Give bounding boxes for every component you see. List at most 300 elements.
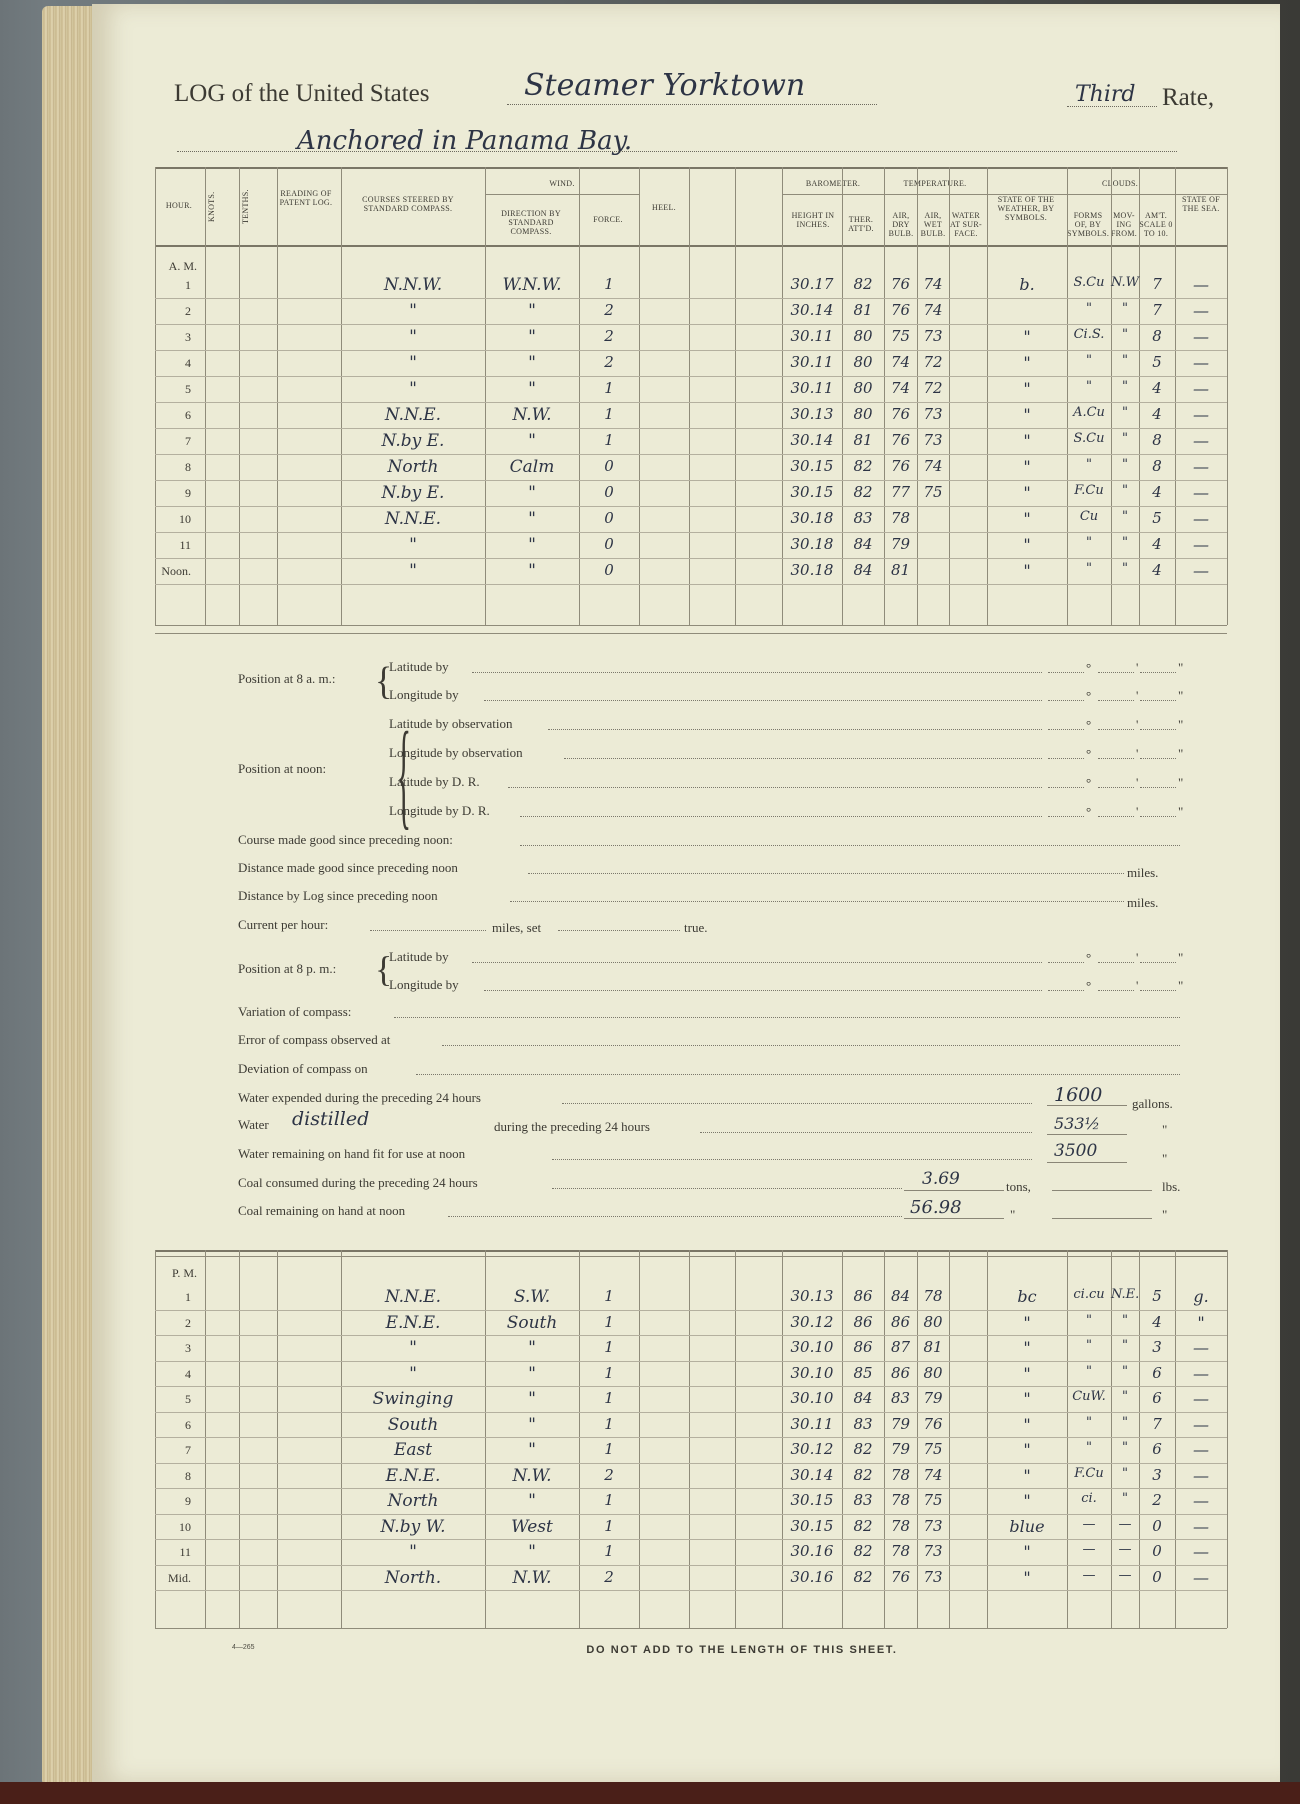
am-cell-cloud-amt: 7 — [1152, 275, 1162, 293]
am-cell-course: " — [409, 379, 417, 399]
pm-cell-cloud-amt: 2 — [1152, 1491, 1162, 1509]
pm-cell-baro: 30.16 — [790, 1567, 834, 1586]
am-cell-force: 1 — [604, 275, 614, 293]
pm-row-hour: 4 — [185, 1366, 191, 1381]
log-title: LOG of the United States — [174, 80, 430, 107]
pm-cell-wind-dir: " — [528, 1389, 536, 1409]
am-cell-baro: 30.11 — [790, 327, 834, 345]
pm-cell-dry: 86 — [890, 1363, 911, 1382]
coordinate-sec-mark: " — [1178, 775, 1184, 790]
pm-cell-ther: 83 — [853, 1414, 873, 1433]
pm-cell-course: North. — [384, 1567, 442, 1588]
coordinate-sec-mark: " — [1178, 978, 1184, 993]
pm-cell-sea: — — [1193, 1542, 1209, 1561]
error-label: Error of compass observed at — [238, 1032, 391, 1047]
am-cell-cloud-form: A.Cu — [1073, 405, 1105, 420]
am-cell-dry: 76 — [890, 457, 911, 475]
pm-cell-wind-dir: " — [528, 1363, 536, 1384]
coal-remaining-label: Coal remaining on hand at noon — [238, 1203, 406, 1218]
variation-label: Variation of compass: — [238, 1004, 352, 1019]
pm-row-hour: 1 — [185, 1290, 191, 1304]
pm-cell-wind-dir: " — [528, 1491, 536, 1511]
am-cell-cloud-form: " — [1086, 561, 1092, 576]
pm-cell-cloud-from: " — [1122, 1414, 1128, 1430]
log-sheet — [92, 4, 1280, 1782]
lon-dr-label: Longitude by D. R. — [389, 803, 490, 818]
am-cell-dry: 76 — [890, 405, 911, 423]
pm-cell-cloud-amt: 5 — [1152, 1287, 1162, 1305]
pm-cell-baro: 30.10 — [790, 1363, 834, 1382]
pm-cell-course: N.by W. — [380, 1516, 446, 1537]
am-cell-wind-dir: " — [528, 353, 536, 373]
pm-cell-ther: 84 — [853, 1389, 873, 1407]
coordinate-deg-mark: ° — [1086, 804, 1092, 819]
am-cell-cloud-from: " — [1122, 509, 1128, 524]
coordinate-deg-mark: ° — [1086, 950, 1092, 965]
pm-cell-cloud-amt: 6 — [1152, 1440, 1162, 1458]
am-row-hour: 2 — [185, 304, 191, 318]
pm-cell-course: South — [387, 1414, 439, 1435]
coal-consumed-value: 3.69 — [922, 1169, 960, 1189]
am-cell-weather: " — [1023, 327, 1031, 346]
am-cell-cloud-form: " — [1086, 535, 1092, 550]
pm-cell-ther: 86 — [853, 1312, 873, 1331]
am-cell-dry: 74 — [890, 379, 911, 397]
am-cell-sea: — — [1193, 275, 1209, 294]
deviation-label: Deviation of compass on — [238, 1061, 368, 1076]
pm-cell-cloud-amt: 6 — [1152, 1363, 1162, 1382]
pm-cell-cloud-amt: 3 — [1152, 1465, 1162, 1484]
pm-cell-weather: " — [1023, 1465, 1031, 1485]
am-row-hour: 8 — [185, 460, 191, 474]
pm-cell-baro: 30.11 — [790, 1414, 834, 1433]
pm-cell-ther: 82 — [853, 1465, 873, 1484]
pm-cell-cloud-form: " — [1086, 1414, 1092, 1430]
am-cell-dry: 77 — [890, 483, 911, 501]
am-cell-force: 2 — [604, 327, 614, 345]
pm-cell-wet: 76 — [923, 1414, 943, 1433]
am-row-hour: 6 — [185, 408, 191, 422]
pm-cell-weather: " — [1023, 1338, 1031, 1357]
pm-cell-cloud-form: — — [1082, 1516, 1096, 1532]
am-cell-dry: 74 — [890, 353, 911, 371]
pos-8am-label: Position at 8 a. m.: — [238, 671, 336, 686]
am-cell-force: 0 — [604, 483, 614, 501]
am-cell-weather: " — [1023, 353, 1031, 372]
pm-cell-course: North — [387, 1491, 439, 1511]
pm-cell-force: 1 — [604, 1363, 614, 1382]
distance-by-log-label: Distance by Log since preceding noon — [238, 888, 438, 903]
pm-cell-force: 1 — [604, 1287, 614, 1305]
coal-consumed-tons: tons, — [1006, 1179, 1031, 1194]
pm-cell-wind-dir: South — [506, 1312, 558, 1333]
col-sea: STATE OF THE SEA. — [1182, 195, 1220, 213]
coordinate-min-mark: ' — [1136, 978, 1139, 993]
am-cell-force: 0 — [604, 457, 614, 475]
am-cell-ther: 81 — [853, 301, 873, 319]
am-cell-course: " — [409, 561, 417, 581]
am-cell-sea: — — [1193, 431, 1209, 450]
am-cell-course: N.N.W. — [383, 275, 443, 295]
am-cell-weather: " — [1023, 535, 1031, 554]
pm-cell-cloud-from: — — [1118, 1567, 1132, 1583]
am-cell-cloud-amt: 4 — [1152, 379, 1162, 397]
am-cell-wet: 72 — [923, 379, 943, 397]
pm-cell-cloud-form: " — [1086, 1440, 1092, 1455]
am-cell-cloud-form: " — [1086, 379, 1092, 394]
coordinate-min-mark: ' — [1136, 775, 1139, 790]
pm-cell-wet: 79 — [923, 1389, 943, 1407]
pm-row-hour: Mid. — [167, 1570, 191, 1585]
am-cell-weather: " — [1023, 561, 1031, 580]
pm-cell-wet: 80 — [923, 1363, 943, 1382]
pm-row-hour: 6 — [185, 1417, 191, 1432]
pm-row-hour: 11 — [179, 1545, 191, 1559]
am-row-hour: 11 — [179, 538, 191, 552]
am-cell-dry: 76 — [890, 275, 911, 293]
pm-cell-cloud-from: " — [1122, 1491, 1128, 1506]
distance-made-good-miles: miles. — [1127, 865, 1159, 880]
am-cell-cloud-form: S.Cu — [1073, 275, 1105, 290]
rate-value: Third — [1075, 82, 1136, 107]
pm-cell-dry: 83 — [890, 1389, 911, 1407]
am-cell-course: N.by E. — [381, 431, 445, 451]
pm-cell-baro: 30.16 — [790, 1542, 834, 1560]
pm-cell-force: 1 — [604, 1516, 614, 1535]
pm-cell-weather: " — [1023, 1363, 1031, 1383]
pm-cell-force: 1 — [604, 1542, 614, 1560]
am-cell-cloud-form: Cu — [1079, 509, 1099, 524]
brace: { — [375, 659, 393, 703]
course-made-good-label: Course made good since preceding noon: — [238, 832, 453, 847]
col-wind-force: FORCE. — [593, 215, 623, 224]
pm-cell-force: 1 — [604, 1338, 614, 1356]
ditto-mark: " — [1162, 1151, 1168, 1166]
coordinate-deg-mark: ° — [1086, 978, 1092, 993]
pm-cell-course: East — [393, 1440, 433, 1460]
am-cell-ther: 80 — [853, 405, 873, 423]
pm-cell-sea: — — [1193, 1465, 1209, 1485]
am-cell-dry: 79 — [890, 535, 911, 553]
col-air-dry: AIR, DRY BULB. — [888, 211, 914, 238]
am-cell-cloud-form: " — [1086, 301, 1092, 316]
coordinate-deg-mark: ° — [1086, 746, 1092, 761]
pm-cell-weather: " — [1023, 1491, 1031, 1510]
am-cell-baro: 30.11 — [790, 379, 834, 397]
brace-noon: { — [396, 707, 412, 840]
pm-cell-ther: 86 — [853, 1287, 873, 1305]
pm-cell-wet: 73 — [923, 1516, 943, 1535]
pm-row-hour: 9 — [185, 1494, 191, 1508]
am-cell-cloud-form: " — [1086, 353, 1092, 368]
am-cell-sea: — — [1193, 561, 1209, 580]
pm-cell-dry: 86 — [890, 1312, 911, 1331]
am-row-hour: Noon. — [161, 564, 191, 578]
am-cell-baro: 30.18 — [790, 509, 834, 527]
pm-log-table — [155, 1250, 1227, 1628]
coordinate-deg-mark: ° — [1086, 660, 1092, 675]
col-knots: KNOTS. — [207, 191, 216, 223]
lon-8am-label: Longitude by — [389, 687, 459, 702]
am-cell-course: N.by E. — [381, 483, 445, 503]
water-expended-gallons: gallons. — [1132, 1096, 1173, 1111]
pm-cell-course: E.N.E. — [385, 1312, 441, 1333]
water-expended-label: Water expended during the preceding 24 hours — [238, 1090, 481, 1105]
distance-made-good-label: Distance made good since preceding noon — [238, 860, 458, 875]
am-row-hour: 9 — [185, 486, 191, 500]
am-cell-cloud-form: F.Cu — [1074, 483, 1104, 498]
col-air-wet: AIR, WET BULB. — [920, 211, 946, 238]
am-cell-cloud-from: " — [1122, 457, 1128, 472]
am-cell-cloud-amt: 4 — [1152, 483, 1162, 501]
pm-cell-wind-dir: " — [528, 1440, 536, 1460]
pm-cell-cloud-from: — — [1118, 1516, 1132, 1532]
am-row-hour: 10 — [179, 512, 191, 526]
pm-cell-dry: 78 — [890, 1465, 911, 1484]
pm-cell-course: " — [409, 1363, 417, 1384]
am-cell-wet: 73 — [923, 405, 943, 423]
pm-cell-cloud-form: ci.cu — [1073, 1287, 1105, 1302]
am-cell-dry: 76 — [890, 431, 911, 449]
pm-cell-baro: 30.15 — [790, 1491, 834, 1509]
pm-cell-dry: 87 — [890, 1338, 911, 1356]
am-cell-baro: 30.14 — [790, 431, 834, 449]
pm-cell-cloud-amt: 0 — [1152, 1542, 1162, 1560]
am-cell-force: 1 — [604, 379, 614, 397]
am-cell-wet: 73 — [923, 431, 943, 449]
pm-cell-wind-dir: N.W. — [512, 1567, 552, 1588]
pm-cell-cloud-form: F.Cu — [1074, 1465, 1104, 1481]
water-distilled-value: 533½ — [1054, 1114, 1101, 1133]
coordinate-min-mark: ' — [1136, 746, 1139, 761]
pm-cell-dry: 78 — [890, 1491, 911, 1509]
coordinate-sec-mark: " — [1178, 746, 1184, 761]
pm-cell-cloud-from: " — [1122, 1312, 1128, 1328]
col-wind-direction: DIRECTION BY STANDARD COMPASS. — [501, 209, 561, 236]
pm-cell-sea: — — [1193, 1363, 1209, 1383]
am-cell-wet: 72 — [923, 353, 943, 371]
am-cell-cloud-amt: 4 — [1152, 535, 1162, 553]
coal-consumed-label: Coal consumed during the preceding 24 hours — [238, 1175, 478, 1190]
pm-cell-wind-dir: West — [511, 1516, 553, 1537]
am-cell-course: " — [409, 301, 417, 321]
pm-cell-wind-dir: S.W. — [513, 1287, 551, 1307]
am-cell-dry: 78 — [890, 509, 911, 527]
col-clouds-moving: MOV-ING FROM. — [1110, 211, 1138, 238]
col-temperature: TEMPERATURE. — [903, 179, 967, 188]
am-cell-cloud-from: N.W — [1111, 275, 1140, 290]
pm-label: P. M. — [171, 1266, 197, 1280]
am-cell-course: " — [409, 535, 417, 555]
am-cell-cloud-form: S.Cu — [1073, 431, 1105, 446]
am-cell-force: 1 — [604, 405, 614, 423]
pm-cell-wet: 73 — [923, 1542, 943, 1560]
pm-cell-weather: bc — [1017, 1287, 1037, 1306]
pm-cell-dry: 78 — [890, 1516, 911, 1535]
coordinate-sec-mark: " — [1178, 660, 1184, 675]
am-cell-cloud-from: " — [1122, 405, 1128, 420]
pm-cell-ther: 85 — [853, 1363, 873, 1382]
am-cell-force: 0 — [604, 561, 614, 579]
rate-line — [1067, 106, 1157, 107]
current-per-hour-label: Current per hour: — [238, 917, 329, 932]
water-distilled-prefix: Water — [238, 1117, 269, 1132]
am-cell-wind-dir: " — [528, 509, 536, 529]
pm-cell-course: N.N.E. — [384, 1287, 442, 1307]
lat-8am-label: Latitude by — [389, 659, 449, 674]
pm-cell-sea: — — [1193, 1567, 1209, 1587]
am-cell-ther: 83 — [853, 509, 873, 527]
pm-cell-wet: 75 — [923, 1491, 943, 1509]
am-cell-cloud-form: " — [1086, 457, 1092, 472]
am-cell-wind-dir: " — [528, 561, 536, 581]
pm-cell-dry: 84 — [890, 1287, 911, 1305]
am-cell-baro: 30.18 — [790, 535, 834, 553]
am-row-hour: 7 — [185, 434, 191, 448]
col-hour: HOUR. — [165, 201, 193, 210]
coordinate-min-mark: ' — [1136, 688, 1139, 703]
col-barometer: BAROMETER. — [805, 179, 861, 188]
am-cell-cloud-from: " — [1122, 301, 1128, 316]
am-cell-weather: " — [1023, 483, 1031, 502]
am-cell-cloud-amt: 5 — [1152, 509, 1162, 527]
pm-cell-wet: 81 — [923, 1338, 943, 1356]
pm-cell-baro: 30.14 — [790, 1465, 834, 1484]
pm-cell-sea: — — [1193, 1389, 1209, 1408]
water-expended-value: 1600 — [1054, 1084, 1103, 1106]
pm-cell-wet: 80 — [923, 1312, 943, 1331]
pm-cell-dry: 79 — [890, 1440, 911, 1458]
pm-cell-wet: 74 — [923, 1465, 943, 1484]
col-tenths: TENTHS. — [241, 189, 250, 225]
ditto-mark: " — [1162, 1122, 1168, 1137]
col-patent-log: READING OF PATENT LOG. — [279, 189, 333, 207]
pos-8pm-label: Position at 8 p. m.: — [238, 961, 337, 976]
pm-cell-course: Swinging — [372, 1389, 454, 1409]
am-cell-wet: 74 — [923, 301, 943, 319]
am-cell-force: 2 — [604, 301, 614, 319]
pm-cell-wind-dir: N.W. — [512, 1465, 552, 1486]
pm-cell-baro: 30.12 — [790, 1440, 834, 1458]
pm-cell-cloud-from: " — [1122, 1465, 1128, 1481]
pm-cell-cloud-form: ci. — [1081, 1491, 1097, 1506]
pm-row-hour: 5 — [185, 1392, 191, 1406]
am-row-hour: 3 — [185, 330, 191, 344]
am-cell-wet: 73 — [923, 327, 943, 345]
col-baro-ther: THER. ATT'D. — [848, 215, 874, 233]
pm-cell-cloud-from: N.E. — [1111, 1287, 1140, 1302]
col-clouds-forms: FORMS OF, BY SYMBOLS. — [1067, 211, 1110, 238]
pm-cell-weather: " — [1023, 1542, 1031, 1561]
coordinate-sec-mark: " — [1178, 950, 1184, 965]
footer-note: DO NOT ADD TO THE LENGTH OF THIS SHEET. — [586, 1644, 898, 1656]
current-true: true. — [684, 920, 708, 935]
am-cell-cloud-from: " — [1122, 379, 1128, 394]
location-entry: Anchored in Panama Bay. — [297, 126, 633, 156]
coordinate-min-mark: ' — [1136, 804, 1139, 819]
pm-cell-weather: blue — [1009, 1516, 1045, 1536]
am-log-table — [155, 167, 1227, 633]
am-cell-cloud-from: " — [1122, 353, 1128, 368]
am-cell-wind-dir: " — [528, 379, 536, 399]
pm-cell-weather: " — [1023, 1440, 1031, 1459]
am-cell-cloud-from: " — [1122, 327, 1128, 342]
pm-cell-dry: 79 — [890, 1414, 911, 1433]
pm-cell-cloud-form: — — [1082, 1542, 1096, 1557]
pm-cell-sea: — — [1193, 1516, 1209, 1536]
am-cell-course: N.N.E. — [384, 405, 442, 425]
pm-cell-cloud-amt: 6 — [1152, 1389, 1162, 1407]
pm-cell-force: 2 — [604, 1567, 614, 1586]
am-cell-baro: 30.15 — [790, 457, 834, 475]
am-cell-wet: 74 — [923, 275, 943, 293]
book-cover-edge — [0, 1782, 1300, 1804]
col-wind: WIND. — [549, 179, 575, 188]
col-baro-height: HEIGHT IN INCHES. — [791, 211, 835, 229]
am-cell-baro: 30.13 — [790, 405, 834, 423]
am-label: A. M. — [168, 259, 197, 273]
am-cell-force: 0 — [604, 535, 614, 553]
am-cell-force: 0 — [604, 509, 614, 527]
am-cell-cloud-from: " — [1122, 483, 1128, 498]
am-cell-wind-dir: " — [528, 483, 536, 503]
am-cell-weather: " — [1023, 509, 1031, 528]
pm-cell-baro: 30.10 — [790, 1389, 834, 1407]
pm-cell-cloud-amt: 0 — [1152, 1516, 1162, 1535]
am-row-hour: 4 — [185, 356, 191, 370]
pm-cell-cloud-from: " — [1122, 1338, 1128, 1353]
pm-cell-cloud-form: " — [1086, 1363, 1092, 1379]
pm-cell-course: " — [409, 1542, 417, 1562]
am-cell-ther: 80 — [853, 353, 873, 371]
am-cell-weather: " — [1023, 405, 1031, 424]
am-cell-cloud-from: " — [1122, 535, 1128, 550]
coordinate-min-mark: ' — [1136, 950, 1139, 965]
pm-cell-wet: 73 — [923, 1567, 943, 1586]
pm-cell-ther: 86 — [853, 1338, 873, 1356]
pm-cell-force: 1 — [604, 1389, 614, 1407]
lat-obs-label: Latitude by observation — [389, 716, 513, 731]
pm-cell-wet: 78 — [923, 1287, 943, 1305]
am-cell-course: " — [409, 327, 417, 347]
pm-cell-ther: 82 — [853, 1516, 873, 1535]
coordinate-sec-mark: " — [1178, 717, 1184, 732]
am-row-hour: 1 — [185, 278, 191, 292]
am-cell-course: N.N.E. — [384, 509, 442, 529]
am-cell-cloud-amt: 8 — [1152, 431, 1162, 449]
am-cell-cloud-amt: 4 — [1152, 561, 1162, 579]
pm-cell-ther: 82 — [853, 1567, 873, 1586]
pm-cell-cloud-form: " — [1086, 1312, 1092, 1328]
pm-cell-cloud-amt: 3 — [1152, 1338, 1162, 1356]
pm-row-hour: 7 — [185, 1443, 191, 1457]
water-distilled-suffix: during the preceding 24 hours — [494, 1119, 650, 1134]
am-cell-ther: 84 — [853, 535, 873, 553]
pos-noon-label: Position at noon: — [238, 761, 327, 776]
pm-cell-force: 1 — [604, 1440, 614, 1458]
am-cell-wind-dir: " — [528, 327, 536, 347]
pm-cell-cloud-amt: 4 — [1152, 1312, 1162, 1331]
am-cell-baro: 30.14 — [790, 301, 834, 319]
pm-cell-cloud-from: " — [1122, 1363, 1128, 1379]
am-cell-cloud-from: " — [1122, 561, 1128, 576]
lat-8pm-label: Latitude by — [389, 949, 449, 964]
pm-cell-force: 2 — [604, 1465, 614, 1484]
pm-cell-force: 1 — [604, 1491, 614, 1509]
brace-8pm: { — [375, 949, 393, 989]
am-cell-ther: 80 — [853, 327, 873, 345]
vessel-name: Steamer Yorktown — [524, 68, 806, 103]
